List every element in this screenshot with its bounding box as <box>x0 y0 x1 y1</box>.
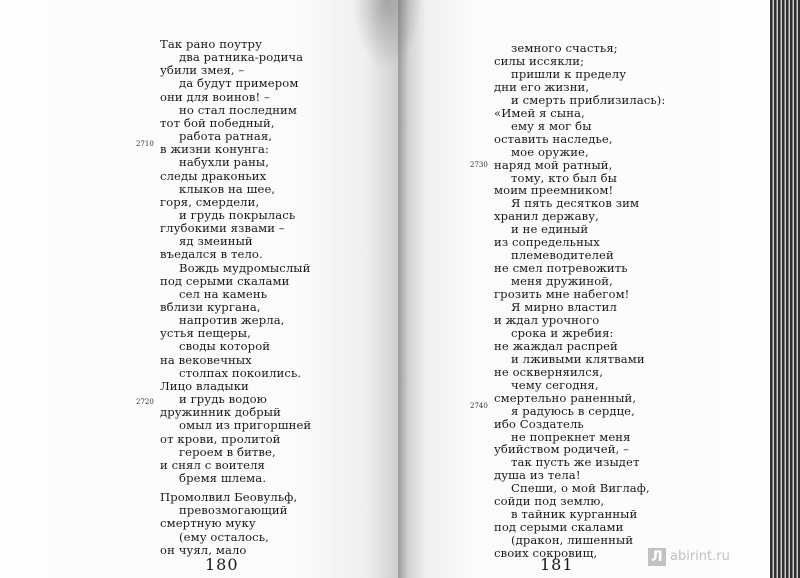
poem-line: не смел потревожить <box>494 261 628 276</box>
poem-line: работа ратная, <box>179 129 273 144</box>
page-number-left: 180 <box>205 555 239 574</box>
poem-line: (ему осталось, <box>179 529 269 544</box>
poem-line: сойди под землю, <box>494 494 605 509</box>
poem-line: и смерть приблизилась): <box>511 92 666 107</box>
poem-line: моим преемником! <box>494 183 614 198</box>
poem-line: устья пещеры, <box>160 326 251 341</box>
line-number: 2730 <box>470 160 488 169</box>
poem-line: оставить наследье, <box>494 131 613 146</box>
poem-line: яд змеиный <box>179 234 253 249</box>
poem-line: Спеши, о мой Виглаф, <box>511 481 650 496</box>
poem-line: ему я мог бы <box>511 118 592 133</box>
poem-line: Я пять десятков зим <box>511 196 640 211</box>
poem-line: не оскверняился, <box>494 364 604 379</box>
poem-line: срока и жребия: <box>511 325 614 340</box>
poem-line: смертельно раненный, <box>494 390 637 405</box>
poem-line: дни его жизни, <box>494 79 590 94</box>
poem-line: тот бой победный, <box>160 115 275 130</box>
poem-line: грозить мне набегом! <box>494 287 630 302</box>
poem-line: своих сокровищ, <box>494 546 598 561</box>
poem-line: Лицо владыки <box>160 378 249 393</box>
poem-line: следы драконьих <box>160 168 267 183</box>
poem-line: омыл из пригоршней <box>179 418 312 433</box>
poem-line: превозмогающий <box>179 503 288 518</box>
poem-line: пришли к пределу <box>511 66 627 81</box>
poem-line: не попрекнет меня <box>511 429 631 444</box>
poem-line: он чуял, мало <box>160 542 247 557</box>
poem-line: из сопредельных <box>494 235 600 250</box>
poem-line: вблизи кургана, <box>160 300 261 314</box>
line-number: 2720 <box>136 398 154 407</box>
poem-line: силы иссякли; <box>494 53 585 68</box>
poem-line: наряд мой ратный, <box>494 157 613 172</box>
poem-line: под серыми скалами <box>494 520 624 535</box>
poem-line: и не единый <box>511 222 589 237</box>
poem-line: смертную муку <box>160 516 256 531</box>
poem-line: и грудь водою <box>179 392 267 407</box>
poem-line: в жизни конунга: <box>160 142 270 157</box>
page-number-right: 181 <box>540 555 574 574</box>
poem-line: горя, смердели, <box>160 194 260 209</box>
poem-line: так пусть же изыдет <box>511 455 640 470</box>
spine-shadow <box>352 0 422 70</box>
poem-line: дружинник добрый <box>160 405 281 420</box>
poem-line: от крови, пролитой <box>160 431 281 446</box>
poem-line: напротив жерла, <box>179 313 285 328</box>
poem-line: но стал последним <box>179 102 297 117</box>
poem-line: душа из тела! <box>494 468 581 483</box>
poem-line: да будут примером <box>179 76 299 91</box>
poem-line: и грудь покрылась <box>179 207 296 222</box>
poem-line: два ратника-родича <box>179 50 304 65</box>
poem-line: столпах покоились. <box>179 365 302 380</box>
poem-line: убили змея, – <box>160 63 245 78</box>
line-number: 2740 <box>470 401 488 410</box>
poem-line: в тайник курганный <box>511 507 638 522</box>
poem-line: и лживыми клятвами <box>511 351 645 366</box>
poem-line: Промолвил Беовульф, <box>160 490 298 505</box>
poem-line: хранил державу, <box>494 209 599 224</box>
poem-line: на вековечных <box>160 352 252 367</box>
poem-line: своды которой <box>179 339 271 354</box>
watermark-text: abirint.ru <box>670 549 730 564</box>
poem-line: мое оружие, <box>511 144 589 159</box>
watermark <box>648 546 778 568</box>
poem-line: убийством родичей, – <box>494 442 630 457</box>
poem-line: меня дружиной, <box>511 274 613 289</box>
poem-line: не жаждал распрей <box>494 338 618 353</box>
poem-line: глубокими язвами – <box>160 221 285 236</box>
poem-line: под серыми скалами <box>160 273 290 288</box>
poem-line: (дракон, лишенный <box>511 533 634 548</box>
poem-line: они для воинов! – <box>160 89 270 104</box>
poem-line: чему сегодня, <box>511 377 599 392</box>
poem-line: «Имей я сына, <box>494 105 585 120</box>
poem-line: я радуюсь в сердце, <box>511 403 635 418</box>
poem-line: земного счастья; <box>511 41 618 55</box>
poem-line: племеводителей <box>511 248 614 263</box>
poem-line: и ждал урочного <box>494 312 600 327</box>
poem-line: Я мирно властил <box>511 300 617 314</box>
poem-line: героем в битве, <box>179 444 276 459</box>
poem-line: набухли раны, <box>179 155 270 170</box>
poem-line: въедался в тело. <box>160 247 263 262</box>
poem-line: тому, кто был бы <box>511 170 617 185</box>
labirint-logo-icon: Л <box>648 548 666 566</box>
poem-line: Вождь мудромыслый <box>179 260 311 275</box>
poem-line: ибо Создатель <box>494 416 584 431</box>
poem-line: и снял с воителя <box>160 457 265 472</box>
poem-line: Так рано поутру <box>160 37 262 51</box>
poem-line: сел на камень <box>179 286 268 301</box>
poem-line: клыков на шее, <box>179 181 276 196</box>
poem-line: бремя шлема. <box>179 470 267 485</box>
page-edges <box>770 0 800 578</box>
line-number: 2710 <box>136 140 154 149</box>
